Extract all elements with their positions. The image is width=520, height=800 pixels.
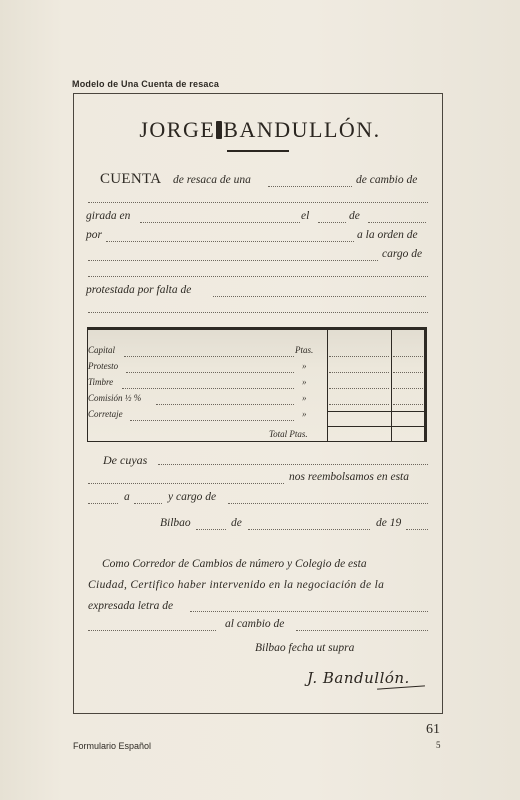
title-first: JORGE	[139, 117, 216, 142]
protestada-label: protestada por falta de	[86, 284, 192, 296]
letterhead-title	[0, 117, 520, 143]
title-second: BANDULLÓN.	[223, 117, 381, 142]
de-cambio-label: de cambio de	[356, 174, 418, 186]
signature-mark: 5	[436, 740, 441, 750]
field-dots[interactable]	[213, 296, 426, 297]
table-row-unit: »	[302, 409, 307, 419]
field-dots	[126, 372, 294, 373]
field-dots[interactable]	[88, 312, 428, 313]
cuenta-rest: de resaca de una	[173, 174, 251, 186]
field-dots[interactable]	[248, 529, 370, 530]
field-dots[interactable]	[88, 260, 378, 261]
title-rule	[227, 150, 289, 152]
field-dots[interactable]	[140, 222, 300, 223]
field-dots[interactable]	[196, 529, 226, 530]
table-rule	[328, 426, 424, 427]
field-dots	[130, 420, 294, 421]
amount-dots[interactable]	[329, 404, 389, 405]
field-dots	[122, 388, 294, 389]
amount-dots[interactable]	[393, 404, 423, 405]
por-label: por	[86, 229, 102, 241]
el-label: el	[301, 210, 310, 222]
footer-title: Formulario Español	[73, 741, 152, 751]
field-dots[interactable]	[88, 483, 284, 484]
cuenta-word: CUENTA	[100, 171, 162, 187]
certificate-line-2: Ciudad, Certifico haber intervenido en la negociación de la	[88, 579, 385, 591]
y-cargo-label: y cargo de	[168, 491, 217, 503]
de-label-2: de	[231, 517, 242, 529]
field-dots[interactable]	[88, 202, 428, 203]
field-dots[interactable]	[296, 630, 428, 631]
amount-dots[interactable]	[393, 372, 423, 373]
field-dots[interactable]	[228, 503, 428, 504]
field-dots[interactable]	[106, 241, 354, 242]
orden-label: a la orden de	[357, 229, 418, 241]
caption: Modelo de Una Cuenta de resaca	[72, 79, 220, 89]
field-dots[interactable]	[190, 611, 428, 612]
de-19-label: de 19	[376, 517, 402, 529]
total-label: Total Ptas.	[269, 429, 308, 439]
al-cambio-label: al cambio de	[225, 618, 285, 630]
table-row-label: Comisión ½ %	[88, 393, 142, 403]
seal-mark	[216, 121, 222, 139]
field-dots[interactable]	[88, 630, 216, 631]
field-dots[interactable]	[368, 222, 426, 223]
certificate-line-3: expresada letra de	[88, 600, 174, 612]
field-dots[interactable]	[268, 186, 352, 187]
field-dots	[156, 404, 294, 405]
cargo-label: cargo de	[382, 248, 423, 260]
field-dots[interactable]	[134, 503, 162, 504]
field-dots	[124, 356, 294, 357]
table-row-unit: »	[302, 377, 307, 387]
table-row-label: Corretaje	[88, 409, 123, 419]
field-dots[interactable]	[88, 276, 428, 277]
table-row-label: Protesto	[88, 361, 119, 371]
de-cuyas-label: De cuyas	[103, 453, 148, 467]
signature: J. Bandullón.	[307, 669, 410, 687]
fecha-label: Bilbao fecha ut supra	[255, 642, 355, 654]
table-row-label: Timbre	[88, 377, 114, 387]
table-rule	[328, 411, 424, 412]
amount-dots[interactable]	[329, 372, 389, 373]
a-label: a	[124, 491, 130, 503]
amount-dots[interactable]	[329, 388, 389, 389]
field-dots[interactable]	[158, 464, 428, 465]
page-number: 61	[426, 722, 440, 737]
girada-label: girada en	[86, 210, 131, 222]
table-row-unit: »	[302, 361, 307, 371]
field-dots[interactable]	[88, 503, 118, 504]
field-dots[interactable]	[406, 529, 428, 530]
de-label: de	[349, 210, 360, 222]
charges-table	[87, 327, 427, 442]
amount-dots[interactable]	[393, 388, 423, 389]
amount-dots[interactable]	[393, 356, 423, 357]
field-dots[interactable]	[318, 222, 346, 223]
table-row-unit: »	[302, 393, 307, 403]
reembolsamos-label: nos reembolsamos en esta	[289, 471, 409, 483]
amount-dots[interactable]	[329, 356, 389, 357]
table-row-label: Capital	[88, 345, 116, 355]
table-row-unit: Ptas.	[295, 345, 314, 355]
certificate-line-1: Como Corredor de Cambios de número y Colegio de esta	[102, 558, 367, 570]
bilbao-label: Bilbao	[160, 517, 191, 529]
